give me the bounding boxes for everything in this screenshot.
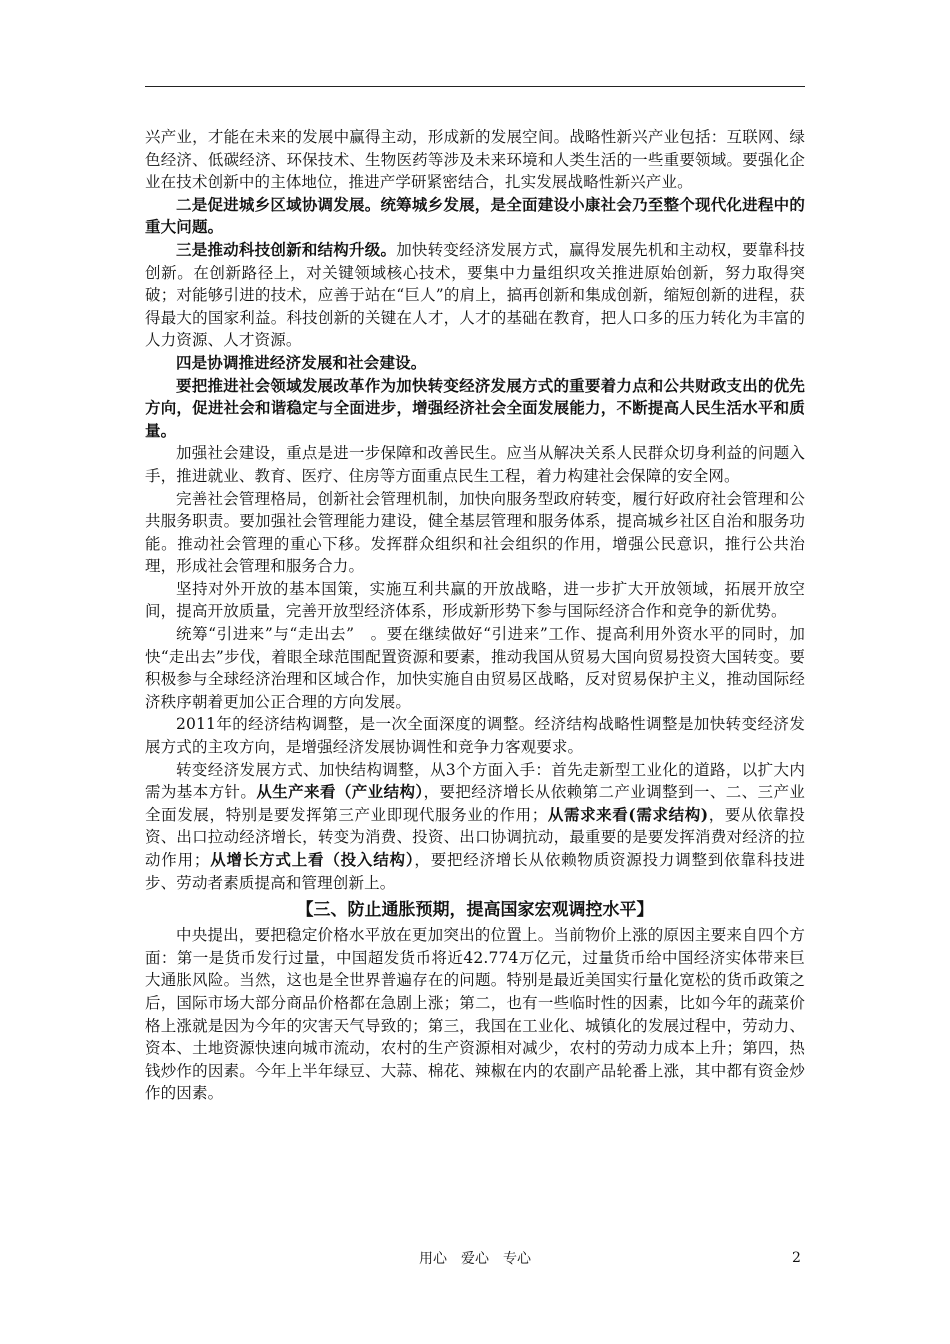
paragraph-bold: 二是促进城乡区域协调发展。统筹城乡发展，是全面建设小康社会乃至整个现代化进程中的重大问题。 bbox=[145, 194, 805, 237]
paragraph: 2011年的经济结构调整，是一次全面深度的调整。经济结构战略性调整是加快转变经济发展方式的主攻方向，是增强经济发展协调性和竞争力客观要求。 bbox=[145, 715, 805, 757]
paragraph-text: ，要从依靠投资、出口拉动经济增长，转变为消费、投资、出口协调抗动，最重要的是要发挥消费对经济的拉动作用； bbox=[145, 805, 805, 869]
paragraph-emphasis: 从增长方式上看（投入结构） bbox=[209, 850, 415, 869]
paragraph bbox=[145, 239, 805, 352]
paragraph: 完善社会管理格局，创新社会管理机制，加快向服务型政府转变，履行好政府社会管理和公共服务职责。要加强社会管理能力建设，健全基层管理和服务体系，提高城乡社区自治和服务功能。推动社会管理的重心下移。发挥群众组织和社会组织的作用，增强公民意识，推行公共治理，形成社会管理和服务合力。 bbox=[145, 489, 805, 576]
paragraph-lead: 三是推动科技创新和结构升级。 bbox=[176, 239, 397, 259]
paragraph-text: ，要把经济增长从依赖第二产业调整到一、二、三产业全面发展，特别是要发挥第三产业即现代服务业的作用； bbox=[145, 783, 805, 824]
paragraph-emphasis: 从生产来看（产业结构） bbox=[256, 782, 424, 802]
footer-slogan: 用心 爱心 专心 bbox=[419, 1251, 531, 1267]
paragraph-text: 加快转变经济发展方式，赢得发展先机和主动权，要靠科技创新。在创新路径上，对关键领域核心技术，要集中力量组织攻关推进原始创新，努力取得突破；对能够引进的技术，应善于站在“巨人”的肩上，搞再创新和集成创新，缩短创新的进程，获得最大的国家利益。科技创新的关键在人才，人才的基础在教育，把人口多的压力转化为丰富的人力资源、人才资源。 bbox=[145, 240, 806, 350]
paragraph-emphasis: 从需求来看(需求结构) bbox=[547, 804, 709, 824]
paragraph bbox=[145, 759, 805, 895]
header-rule bbox=[145, 86, 805, 87]
page-number: 2 bbox=[792, 1250, 801, 1266]
document-body bbox=[145, 126, 805, 1105]
paragraph-text: ，要把经济增长从依赖物质资源投力调整到依靠科技进步、劳动者素质提高和管理创新上。 bbox=[145, 851, 806, 892]
section-heading: 【三、防止通胀预期，提高国家宏观调控水平】 bbox=[296, 900, 654, 921]
paragraph-bold: 四是协调推进经济发展和社会建设。 bbox=[176, 352, 427, 372]
paragraph: 中央提出，要把稳定价格水平放在更加突出的位置上。当前物价上涨的原因主要来自四个方面：第一是货币发行过量，中国超发货币将近42.774万亿元，过量货币给中国经济实体带来巨大通胀风险。当然，这也是全世界普遍存在的问题。特别是最近美国实行量化宽松的货币政策之后，国际市场大部分商品价格都在急剧上涨；第二，也有一些临时性的因素，比如今年的蔬菜价格上涨就是因为今年的灾害天气导致的；第三，我国在工业化、城镇化的发展过程中，劳动力、资本、土地资源快速向城市流动，农村的生产资源相对减少，农村的劳动力成本上升；第四，热钱炒作的因素。今年上半年绿豆、大蒜、棉花、辣椒在内的农副产品轮番上涨，其中都有资金炒作的因素。 bbox=[145, 926, 805, 1103]
paragraph: 统筹“引进来”与“走出去” 。要在继续做好“引进来”工作、提高利用外资水平的同时，加快“走出去”步伐，着眼全球范围配置资源和要素，推动我国从贸易大国向贸易投资大国转变。要积极参与全球经济治理和区域合作，加快实施自由贸易区战略，反对贸易保护主义，推动国际经济秩序朝着更加公正合理的方向发展。 bbox=[145, 625, 805, 711]
paragraph: 加强社会建设，重点是进一步保障和改善民生。应当从解决关系人民群众切身利益的问题入手，推进就业、教育、医疗、住房等方面重点民生工程，着力构建社会保障的安全网。 bbox=[145, 444, 805, 485]
paragraph: 坚持对外开放的基本国策，实施互利共赢的开放战略，进一步扩大开放领域，拓展开放空间，提高开放质量，完善开放型经济体系，形成新形势下参与国际经济合作和竞争的新优势。 bbox=[145, 579, 805, 621]
paragraph-text: 转变经济发展方式、加快结构调整，从3个方面入手：首先走新型工业化的道路，以扩大内需为基本方针。 bbox=[145, 760, 805, 802]
paragraph-bold: 要把推进社会领域发展改革作为加快转变经济发展方式的重要着力点和公共财政支出的优先方向，促进社会和谐稳定与全面进步，增强经济社会全面发展能力，不断提高人民生活水平和质量。 bbox=[145, 375, 805, 440]
paragraph: 兴产业，才能在未来的发展中赢得主动，形成新的发展空间。战略性新兴产业包括：互联网、绿色经济、低碳经济、环保技术、生物医药等涉及未来环境和人类生活的一些重要领域。要强化企业在技术创新中的主体地位，推进产学研紧密结合，扎实发展战略性新兴产业。 bbox=[145, 128, 805, 192]
